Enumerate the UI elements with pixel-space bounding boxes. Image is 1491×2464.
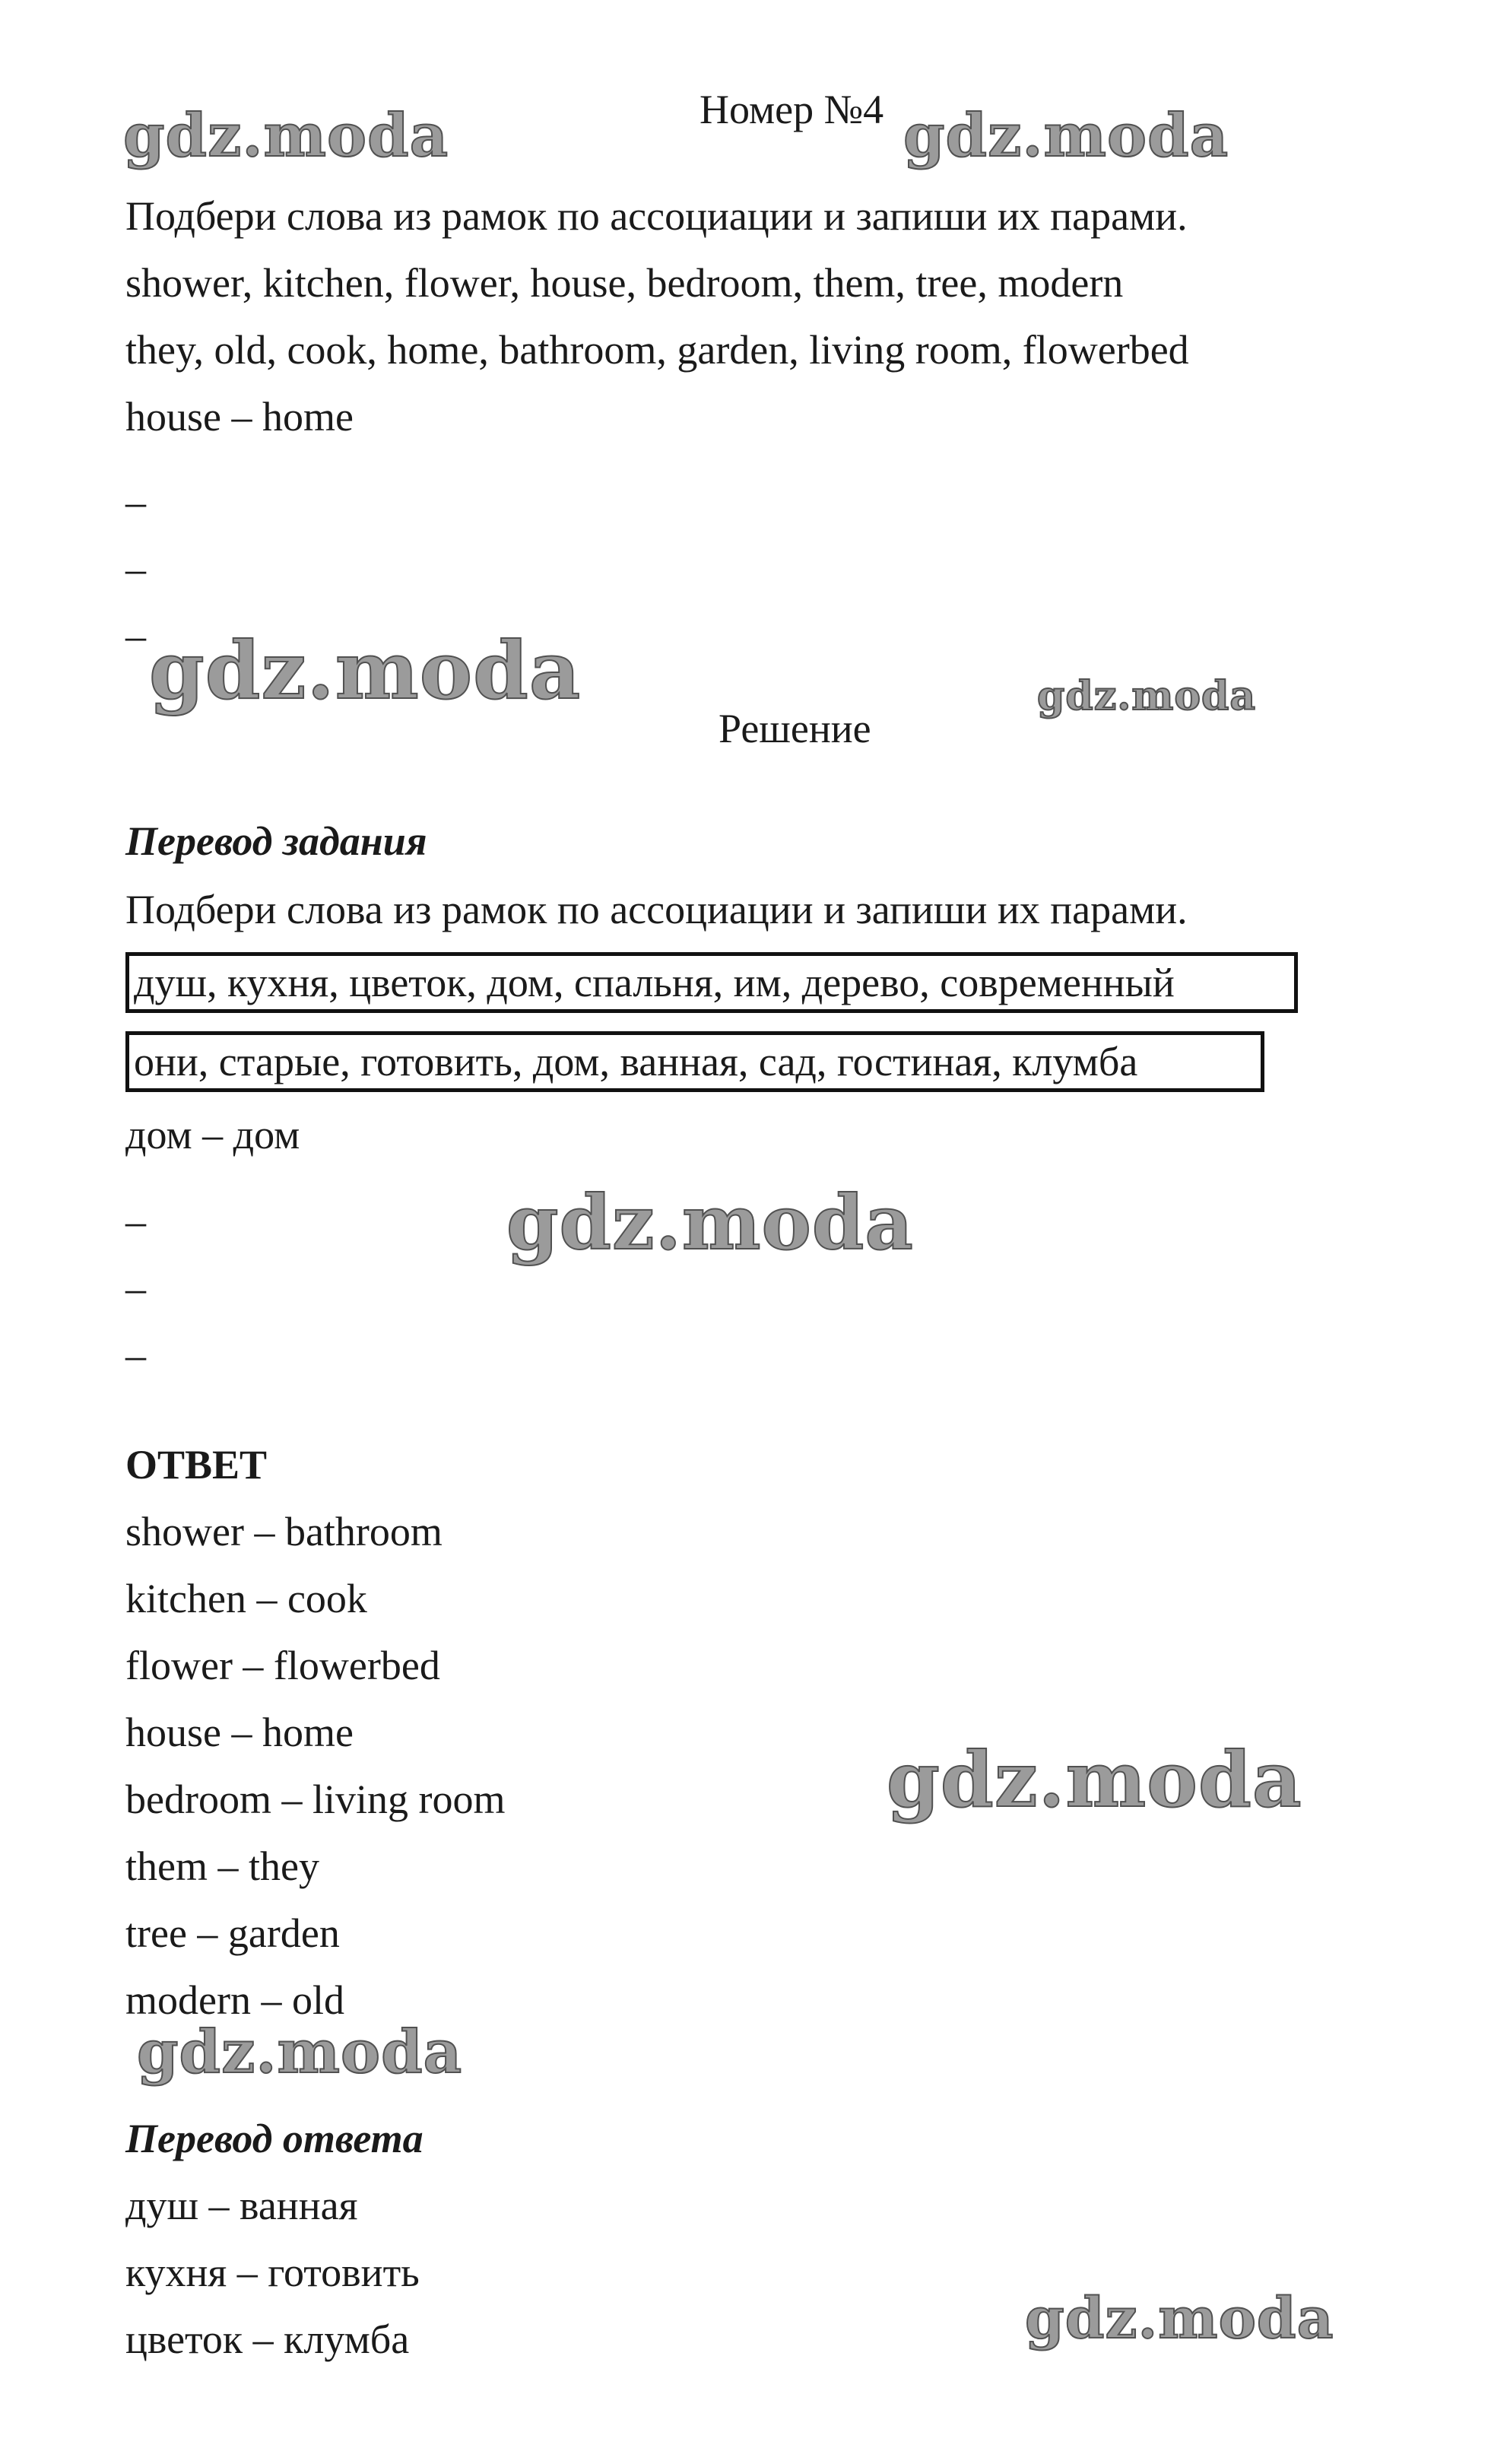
watermark: gdz.moda [137,2018,463,2087]
translation-task-blank-3: – [125,1332,146,1378]
watermark: gdz.moda [123,101,449,170]
answer-pair-2: kitchen – cook [125,1576,367,1621]
translation-answer-pair-3: цветок – клумба [125,2316,410,2362]
page-title: Номер №4 [700,87,884,132]
task-example: house – home [125,394,354,440]
translation-answer-heading: Перевод ответа [125,2116,424,2161]
translation-answer-pair-1: душ – ванная [125,2183,358,2228]
translation-task-blank-2: – [125,1265,146,1311]
answer-pair-6: them – they [125,1843,319,1889]
watermark: gdz.moda [887,1735,1302,1824]
translation-word-box-2: они, старые, готовить, дом, ванная, сад, гостиная, клумба [125,1031,1264,1092]
answer-pair-4: house – home [125,1710,354,1755]
task-blank-1: – [125,479,146,525]
translation-answer-pair-2: кухня – готовить [125,2250,420,2295]
task-blank-2: – [125,546,146,592]
answer-pair-1: shower – bathroom [125,1509,443,1554]
answer-heading: ОТВЕТ [125,1442,268,1488]
watermark: gdz.moda [1037,673,1257,719]
task-instruction: Подбери слова из рамок по ассоциации и запиши их парами. [125,193,1188,239]
translation-task-heading: Перевод задания [125,818,427,864]
answer-pair-8: modern – old [125,1977,344,2023]
translation-word-box-1: душ, кухня, цветок, дом, спальня, им, дерево, современный [125,952,1298,1013]
answer-pair-7: tree – garden [125,1910,340,1956]
solution-title: Решение [719,706,871,751]
watermark: gdz.moda [903,101,1229,170]
watermark: gdz.moda [1025,2286,1334,2351]
translation-task-instruction: Подбери слова из рамок по ассоциации и запиши их парами. [125,887,1188,932]
translation-task-example: дом – дом [125,1112,300,1157]
task-words-row-2: they, old, cook, home, bathroom, garden, living room, flowerbed [125,327,1189,373]
watermark: gdz.moda [506,1180,914,1267]
translation-task-blank-1: – [125,1199,146,1244]
task-words-row-1: shower, kitchen, flower, house, bedroom, them, tree, modern [125,260,1124,306]
task-blank-3: – [125,613,146,659]
answer-pair-3: flower – flowerbed [125,1643,440,1688]
watermark: gdz.moda [149,624,582,717]
answer-pair-5: bedroom – living room [125,1777,506,1822]
